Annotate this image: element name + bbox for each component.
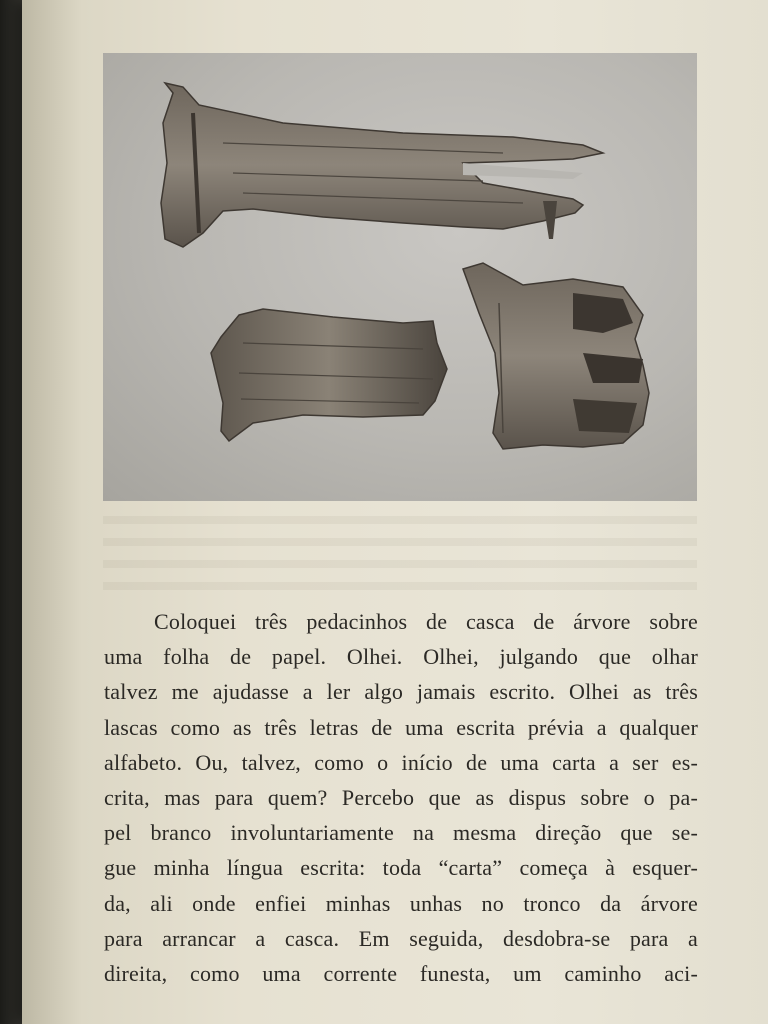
bark-piece-large [161,83,603,247]
text-line: lascas como as três letras de uma escrita prévia a qualquer [104,714,698,740]
text-line: pel branco involuntariamente na mesma direção que se- [104,820,698,846]
text-line: da, ali onde enfiei minhas unhas no tronco da árvore [104,890,698,916]
text-line: alfabeto. Ou, talvez, como o início de uma carta a ser es- [104,749,698,775]
text-line: Coloquei três pedacinhos de casca de árvore sobre [154,609,698,634]
photo-illustration [103,53,697,501]
text-line: para arrancar a casca. Em seguida, desdobra-se para a [104,925,698,951]
show-through-text [103,502,697,590]
text-line: talvez me ajudasse a ler algo jamais escrito. Olhei as três [104,679,698,705]
text-line: gue minha língua escrita: toda “carta” começa à esquer- [104,855,698,881]
bark-piece-curled [463,263,649,449]
text-line: uma folha de papel. Olhei. Olhei, julgando que olhar [104,644,698,670]
text-line: direita, como uma corrente funesta, um caminho aci- [104,961,698,987]
text-line: crita, mas para quem? Percebo que as dispus sobre o pa- [104,785,698,811]
bark-piece-small [211,309,447,441]
body-paragraph [104,604,698,991]
bark-pieces-photo [103,53,697,501]
